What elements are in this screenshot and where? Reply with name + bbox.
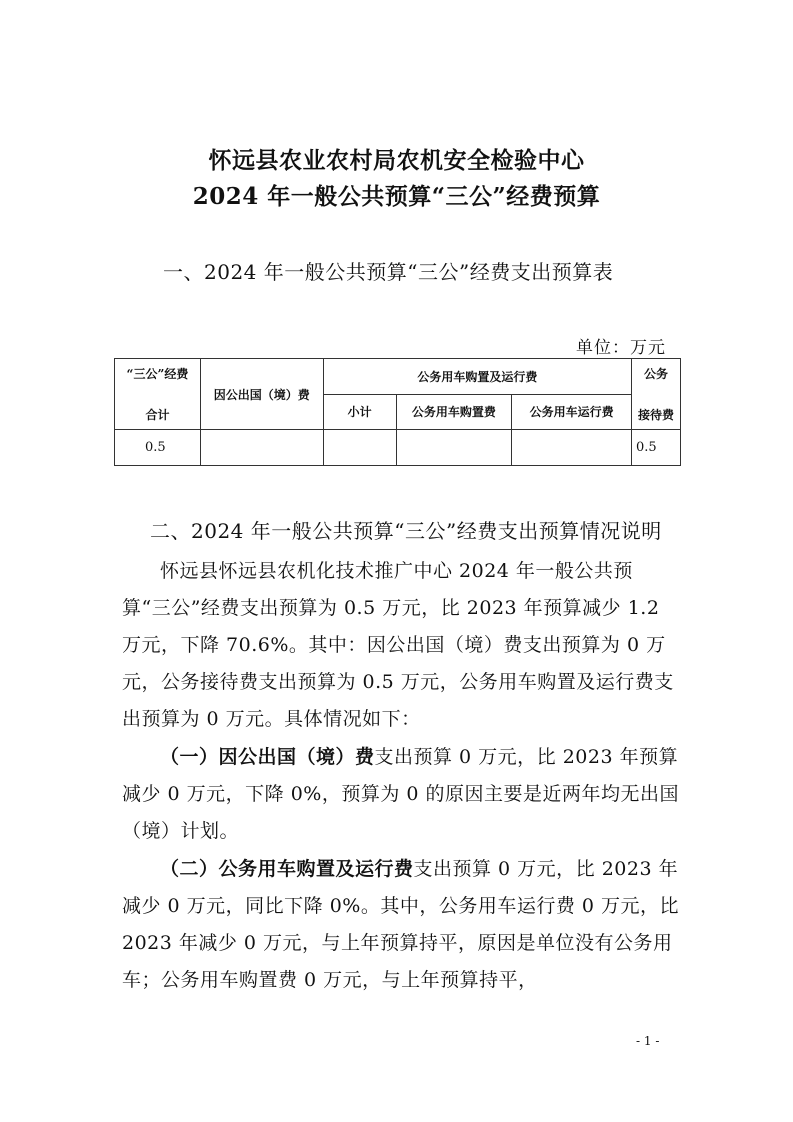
budget-table	[114, 358, 681, 466]
header-operation: 公务用车运行费	[512, 394, 632, 430]
header-total-bottom: 合计	[145, 408, 170, 422]
paragraph-abroad	[122, 739, 682, 850]
unit-label: 单位：万元	[576, 338, 666, 358]
header-reception	[632, 359, 681, 430]
header-purchase: 公务用车购置费	[396, 394, 512, 430]
paragraph-summary: 怀远县怀远县农机化技术推广中心 2024 年一般公共预算“三公”经费支出预算为 0.5 万元，比 2023 年预算减少 1.2 万元，下降 70.6%。其中：因公出国（境）费支出预算为 0 万元，公务接待费支出预算为 0.5 万元，公务用车购置及运行费支出预算为 0 万元。具体情况如下：	[122, 560, 674, 730]
cell-operation	[512, 430, 632, 466]
header-vehicle: 公务用车购置及运行费	[323, 359, 631, 395]
cell-subtotal	[323, 430, 396, 466]
table-row	[115, 430, 681, 466]
paragraph-vehicle-heading: （二）公务用车购置及运行费	[160, 858, 414, 880]
header-reception-bottom: 接待费	[638, 408, 675, 422]
header-reception-top: 公务	[644, 367, 669, 381]
cell-reception: 0.5	[632, 430, 681, 466]
paragraph-abroad-heading: （一）因公出国（境）费	[160, 746, 375, 768]
cell-abroad	[200, 430, 323, 466]
cell-purchase	[396, 430, 512, 466]
document-title-line1: 怀远县农业农村局农机安全检验中心	[208, 147, 585, 174]
header-total	[115, 359, 201, 430]
section2-heading: 二、2024 年一般公共预算“三公”经费支出预算情况说明	[150, 519, 662, 543]
header-total-top: “三公”经费	[126, 367, 189, 381]
paragraph-abroad-body: 支出预算 0 万元，比 2023 年预算减少 0 万元，下降 0%，预算为 0 的原因主要是近两年均无出国（境）计划。	[122, 746, 680, 842]
paragraph-vehicle-body: 支出预算 0 万元，比 2023 年减少 0 万元，同比下降 0%。其中，公务用车运行费 0 万元，比 2023 年减少 0 万元，与上年预算持平，原因是单位没有公务用车；公务用车购置费 0 万元，与上年预算持平，	[122, 858, 680, 991]
header-abroad: 因公出国（境）费	[200, 359, 323, 430]
header-subtotal: 小计	[323, 394, 396, 430]
paragraph-vehicle	[122, 851, 682, 999]
cell-total: 0.5	[115, 430, 201, 466]
page-number: - 1 -	[636, 1034, 660, 1048]
section1-heading: 一、2024 年一般公共预算“三公”经费支出预算表	[163, 260, 614, 284]
document-title-line2: 2024 年一般公共预算“三公”经费预算	[192, 183, 601, 210]
